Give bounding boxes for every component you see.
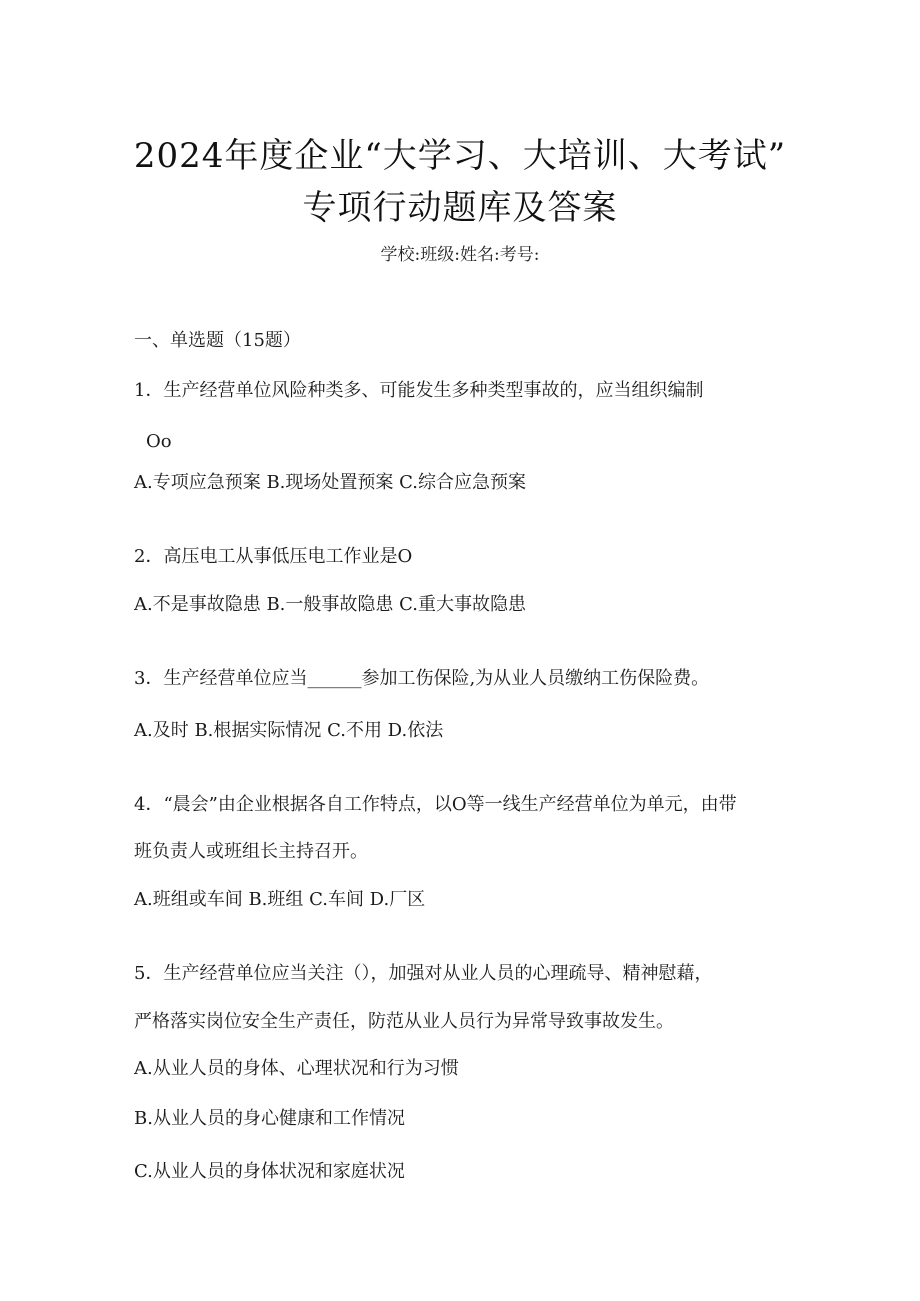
question-3-stem: 3．生产经营单位应当______参加工伤保险,为从业人员缴纳工伤保险费。	[134, 668, 710, 689]
student-info-line: 学校:班级:姓名:考号:	[380, 245, 540, 265]
question-1-stem-continuation: Oo	[146, 431, 172, 452]
question-3-options: A.及时 B.根据实际情况 C.不用 D.依法	[134, 720, 444, 741]
question-2-stem: 2．高压电工从事低压电工作业是O	[134, 546, 413, 567]
question-5-stem-continuation: 严格落实岗位安全生产责任，防范从业人员行为异常导致事故发生。	[134, 1011, 674, 1032]
question-5-option-c: C.从业人员的身体状况和家庭状况	[134, 1161, 405, 1182]
question-1-stem: 1．生产经营单位风险种类多、可能发生多种类型事故的，应当组织编制	[134, 380, 704, 401]
question-5-stem: 5．生产经营单位应当关注（），加强对从业人员的心理疏导、精神慰藉，	[134, 963, 713, 984]
document-title-line-2: 专项行动题库及答案	[302, 188, 618, 228]
question-4-stem: 4．“晨会”由企业根据各自工作特点，以O等一线生产经营单位为单元，由带	[134, 794, 737, 815]
question-2-options: A.不是事故隐患 B.一般事故隐患 C.重大事故隐患	[134, 594, 526, 615]
question-5-option-a: A.从业人员的身体、心理状况和行为习惯	[134, 1058, 459, 1079]
document-title-line-1: 2024年度企业“大学习、大培训、大考试”	[133, 136, 787, 176]
section-heading: 一、单选题（15题）	[134, 330, 301, 351]
question-4-options: A.班组或车间 B.班组 C.车间 D.厂区	[134, 889, 426, 910]
question-4-stem-continuation: 班负责人或班组长主持召开。	[134, 841, 368, 862]
question-5-option-b: B.从业人员的身心健康和工作情况	[134, 1108, 405, 1129]
question-1-options: A.专项应急预案 B.现场处置预案 C.综合应急预案	[134, 472, 526, 493]
